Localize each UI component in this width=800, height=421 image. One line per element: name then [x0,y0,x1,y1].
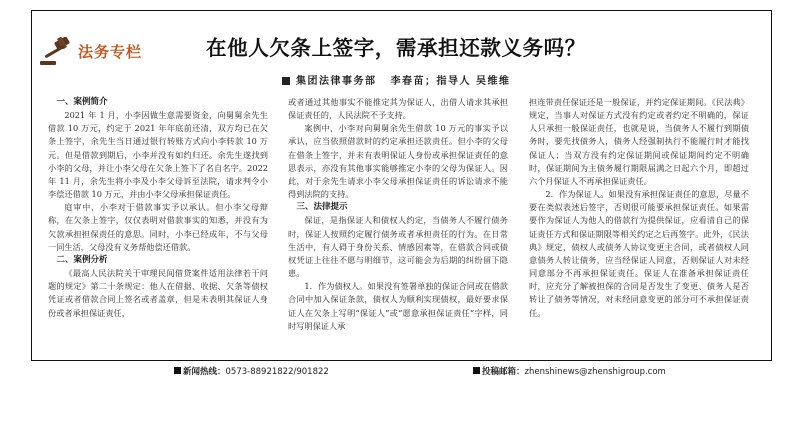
paragraph: 或者通过其他事实不能推定其为保证人，出借人请求其承担保证责任的，人民法院不予支持。 [288,97,508,121]
text-column-1 [48,96,268,320]
byline-org: 集团法律事务部 [296,76,377,87]
news-hotline [174,365,329,377]
square-bullet-icon [282,77,290,85]
section-heading: 一、案例简介 [56,97,108,107]
gavel-icon [40,37,80,67]
paragraph: 1．作为债权人。如果没有签署单独的保证合同或在借款合同中加入保证条款，债权人为顺利实现债权，最好要求保证人在欠条上写明“保证人”或“愿意承担保证责任”字样，同时写明保证人承 [288,281,508,331]
column-logo [34,37,184,67]
text-column-2 [288,96,508,333]
byline [282,72,510,87]
paragraph: 案例中，小李对向舅舅余先生借款 10 万元的事实予以承认，应当依照借款时的约定承担还款责任。但小李的父母在借条上签字，并未有表明保证人身份或承担保证责任的意思表示，亦没有其他事实能够推定小李的父母为保证人。因此，对于余先生请求小李父母承担保证责任的诉讼请求不能得到法院的支持。 [288,123,508,200]
section-heading: 三、法律提示 [296,202,348,213]
paragraph: 担连带责任保证还是一般保证，并约定保证期间。《民法典》规定，当事人对保证方式没有约定或者约定不明确的，保证人只承担一般保证责任，也就是说，当债务人不履行到期债务时，要先找债务人，债务人经强制执行不能履行时才能找保证人；当双方没有约定保证期间或保证期间约定不明确时，保证期间为主债务履行期限届满之日起六个月，即超过六个月保证人不再承担保证责任。 [529,97,749,186]
email-value[interactable]: zhenshinews@zhenshigroup.com [524,367,666,377]
footer [0,364,800,378]
byline-author: 李春苗；指导人 吴维维 [390,76,511,87]
paragraph: 庭审中，小李对于借款事实予以承认。但小李父母辩称，在欠条上签字，仅仅表明对借款事实的知悉，并没有为欠款承担担保责任的意思。同时，小李已经成年，不与父母一同生活，父母没有义务帮他偿还借款。 [48,202,268,252]
submission-email [473,365,666,377]
paragraph: 《最高人民法院关于审理民间借贷案件适用法律若干问题的规定》第二十条规定：他人在借据、收据、欠条等债权凭证或者借款合同上签名或者盖章，但是未表明其保证人身份或者承担保证责任， [48,268,268,318]
paragraph: 保证，是指保证人和债权人约定，当债务人不履行债务时，保证人按照约定履行债务或者承担责任的行为。在日常生活中，有人碍于身份关系、情感因素等，在借款合同或债权凭证上往往不愿与明细节，这可能会为后期的纠纷留下隐患。 [288,215,508,279]
hotline-label: 新闻热线： [183,367,226,377]
column-name: 法务专栏 [78,43,143,61]
paragraph: 2021 年 1 月，小李因做生意需要资金，向舅舅余先生借款 10 万元，约定于 2021 年年底前还清，双方均已在欠条上签字，余先生当日通过银行转账方式向小李转款 10 万元。但是借款到期后，小李并没有如约归还。余先生遂找到小李的父母，并让小李父母在欠条上签下了名自名字。2022 年 11 月，余先生将小李及小李父母诉至法院，请求判令小李偿还借款 10 万元，并由小李父母承担保证责任。 [48,110,268,200]
section-heading: 二、案例分析 [56,254,108,265]
text-column-3 [529,96,749,320]
article-title: 在他人欠条上签字，需承担还款义务吗？ [206,36,586,60]
square-bullet-icon [174,367,181,374]
paragraph: 2．作为保证人。如果没有承担保证责任的意思，尽量不要在类似表述后签字，否则很可能要承担保证责任。如果需要作为保证人为他人的借款行为提供保证，应看清自己的保证责任方式和保证期限等相关约定之后再签字。此外，《民法典》规定，债权人或债务人协议变更主合同，或者债权人同意债务人转让债务，应当经保证人同意，否则保证人对未经同意部分不再承担保证责任。保证人在准备承担保证责任时，应充分了解被担保的合同是否发生了变更、债务人是否转让了债务等情况，对未经同意变更的部分可不承担保证责任。 [529,189,749,318]
email-label: 投稿邮箱： [482,367,525,377]
square-bullet-icon [473,367,480,374]
hotline-value: 0573-88921822/901822 [225,367,329,377]
